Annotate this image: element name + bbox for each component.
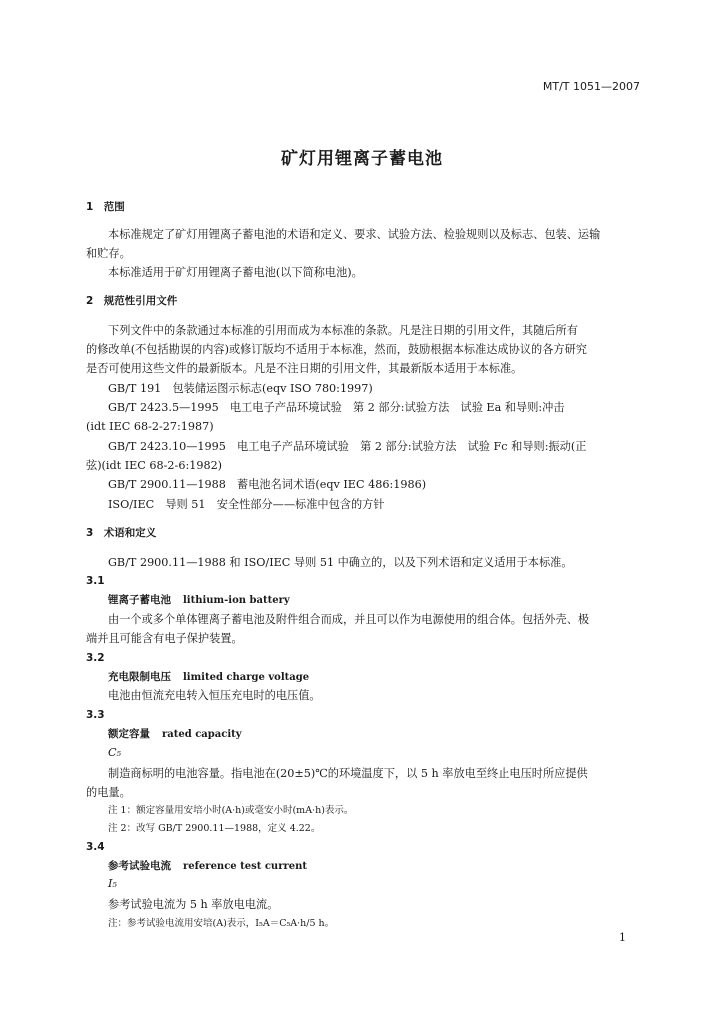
section-3-intro: GB/T 2900.11—1988 和 ISO/IEC 导则 51 中确立的，以及下列术语和定义适用于本标准。 [108, 556, 573, 569]
document-title: 矿灯用锂离子蓄电池 [281, 149, 443, 169]
term-3-2-en: limited charge voltage [183, 672, 310, 683]
section-1-heading: 1 范围 [86, 201, 125, 213]
section-2-para-line3: 是否可使用这些文件的最新版本。凡是不注日期的引用文件，其最新版本适用于本标准。 [86, 362, 523, 375]
term-3-4-zh: 参考试验电流 [108, 860, 171, 872]
page-number: 1 [619, 931, 626, 944]
term-3-3-note-2: 注 2：改写 GB/T 2900.11—1988，定义 4.22。 [108, 823, 321, 834]
term-3-4-note: 注：参考试验电流用安培(A)表示，I₅A＝C₅A·h/5 h。 [108, 918, 335, 929]
section-2-para-line2: 的修改单(不包括勘误的内容)或修订版均不适用于本标准，然而，鼓励根据本标准达成协议的各方研究 [86, 343, 587, 356]
reference-gb-t-2423-10-line2: 弦)(idt IEC 68-2-6:1982) [86, 459, 223, 472]
term-3-1-zh: 锂离子蓄电池 [108, 594, 171, 606]
term-3-2-title [108, 669, 309, 685]
term-3-4-title [108, 858, 307, 874]
term-3-4-number: 3.4 [86, 841, 105, 853]
section-2-heading: 2 规范性引用文件 [86, 295, 178, 307]
term-3-2-number: 3.2 [86, 652, 105, 664]
reference-gb-t-2423-5-line2: (idt IEC 68-2-27:1987) [86, 420, 214, 433]
term-3-1-definition-line1: 由一个或多个单体锂离子蓄电池及附件组合而成，并且可以作为电源使用的组合体。包括外壳、极 [108, 613, 590, 626]
standard-code: MT/T 1051—2007 [542, 80, 640, 93]
term-3-4-en: reference test current [183, 861, 307, 872]
term-3-1-number: 3.1 [86, 575, 105, 587]
reference-gb-t-2423-10-line1: GB/T 2423.10—1995 电工电子产品环境试验 第 2 部分:试验方法 试验 Fc 和导则:振动(正 [108, 440, 587, 453]
term-3-1-en: lithium-ion battery [183, 595, 290, 606]
reference-gb-t-2423-5-line1: GB/T 2423.5—1995 电工电子产品环境试验 第 2 部分:试验方法 试验 Ea 和导则:冲击 [108, 401, 565, 414]
term-3-2-zh: 充电限制电压 [108, 671, 171, 683]
term-3-1-title [108, 592, 290, 608]
term-3-3-symbol: C₅ [108, 746, 122, 759]
term-3-3-zh: 额定容量 [108, 728, 150, 740]
term-3-3-definition-line1: 制造商标明的电池容量。指电池在(20±5)℃的环境温度下，以 5 h 率放电至终止电压时所应提供 [108, 767, 588, 780]
term-3-3-definition-line2: 的电量。 [86, 786, 131, 799]
section-1-para1-line1: 本标准规定了矿灯用锂离子蓄电池的术语和定义、要求、试验方法、检验规则以及标志、包装、运输 [108, 228, 601, 241]
section-3-heading: 3 术语和定义 [86, 527, 157, 539]
reference-iso-iec-guide-51: ISO/IEC 导则 51 安全性部分——标准中包含的方针 [108, 498, 385, 511]
term-3-2-definition: 电池由恒流充电转入恒压充电时的电压值。 [108, 689, 321, 702]
term-3-1-definition-line2: 端并且可能含有电子保护装置。 [86, 632, 243, 645]
term-3-4-symbol: I₅ [108, 877, 117, 890]
term-3-3-title [108, 726, 242, 742]
term-3-4-definition: 参考试验电流为 5 h 率放电电流。 [108, 898, 279, 911]
reference-gb-t-2900-11: GB/T 2900.11—1988 蓄电池名词术语(eqv IEC 486:1986) [108, 478, 427, 491]
section-2-para-line1: 下列文件中的条款通过本标准的引用而成为本标准的条款。凡是注日期的引用文件，其随后所有 [108, 324, 578, 337]
section-1-para1-line2: 和贮存。 [86, 247, 131, 260]
reference-gb-t-191: GB/T 191 包装储运图示标志(eqv ISO 780:1997) [108, 382, 373, 395]
section-1-para2: 本标准适用于矿灯用锂离子蓄电池(以下简称电池)。 [108, 266, 363, 279]
term-3-3-en: rated capacity [162, 729, 242, 740]
term-3-3-number: 3.3 [86, 709, 105, 721]
term-3-3-note-1: 注 1：额定容量用安培小时(A·h)或毫安小时(mA·h)表示。 [108, 805, 354, 816]
